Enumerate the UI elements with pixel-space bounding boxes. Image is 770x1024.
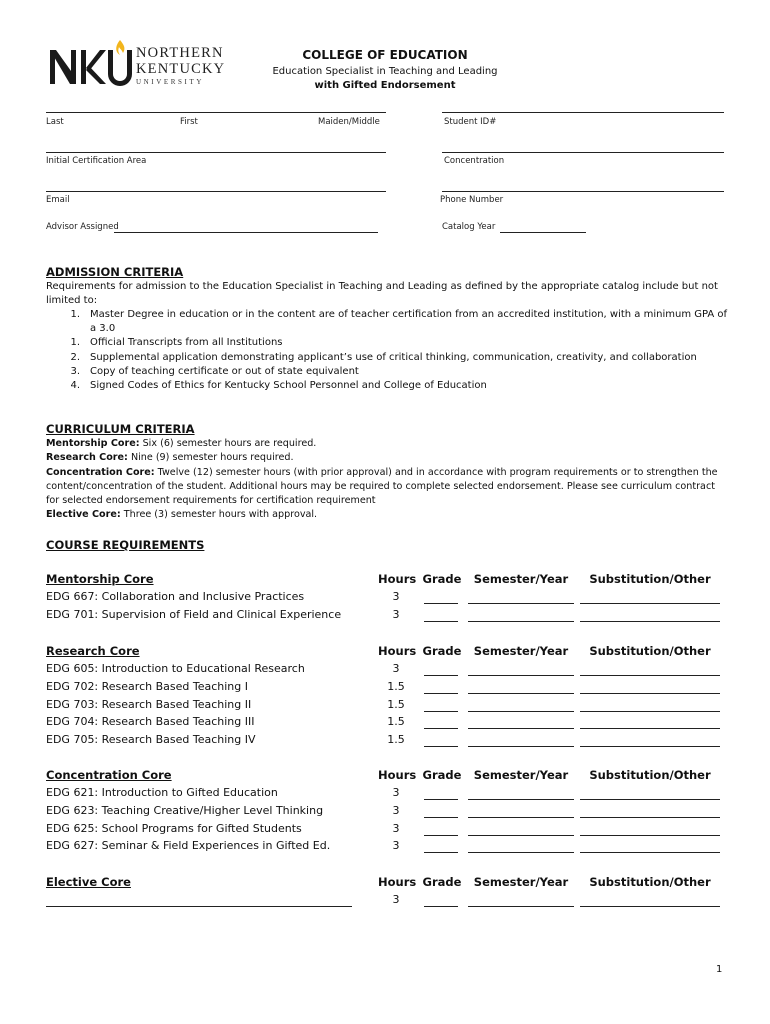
substitution-column-header: Substitution/Other (589, 875, 711, 889)
concentration-criterion-label: Concentration Core: (46, 466, 155, 478)
grade-field[interactable] (424, 852, 458, 853)
course-name: EDG 702: Research Based Teaching I (46, 679, 248, 693)
course-row (46, 662, 736, 680)
logo-wordmark (136, 46, 225, 86)
semester-column-header: Semester/Year (473, 572, 569, 586)
catalog-year-field[interactable] (500, 232, 586, 233)
course-hours: 3 (392, 821, 400, 835)
last-label: Last (46, 117, 64, 127)
page-number: 1 (716, 964, 723, 975)
research-criterion-label: Research Core: (46, 452, 128, 464)
course-row (46, 822, 736, 840)
name-field[interactable] (46, 112, 386, 113)
grade-column-header: Grade (422, 644, 462, 658)
course-requirements-heading: COURSE REQUIREMENTS (46, 538, 205, 552)
hours-column-header: Hours (378, 875, 417, 889)
admission-item (46, 336, 736, 350)
substitution-field[interactable] (580, 621, 720, 622)
admission-item-number: 1. (70, 337, 80, 349)
logo-line-3: UNIVERSITY (136, 78, 204, 86)
grade-column-header: Grade (422, 572, 462, 586)
initial-cert-field[interactable] (46, 152, 386, 153)
grade-field[interactable] (424, 746, 458, 747)
admission-item-number: 3. (70, 365, 80, 377)
grade-column-header: Grade (422, 875, 462, 889)
admission-item-text: Official Transcripts from all Institutions (90, 337, 283, 349)
course-hours: 1.5 (387, 697, 405, 711)
grade-field[interactable] (424, 603, 458, 604)
substitution-field[interactable] (580, 746, 720, 747)
course-hours: 3 (392, 839, 400, 853)
admission-item (46, 379, 736, 393)
mentorship-criterion-label: Mentorship Core: (46, 438, 140, 449)
research-criterion (46, 451, 726, 465)
admission-item-number: 2. (70, 351, 80, 363)
grade-field[interactable] (424, 906, 458, 907)
semester-column-header: Semester/Year (473, 875, 569, 889)
course-hours: 3 (392, 662, 400, 675)
grade-field[interactable] (424, 835, 458, 836)
course-name: EDG 704: Research Based Teaching III (46, 715, 255, 729)
course-hours: 1.5 (387, 715, 405, 729)
course-row (46, 804, 736, 822)
semester-field[interactable] (468, 621, 574, 622)
course-name: EDG 705: Research Based Teaching IV (46, 733, 256, 747)
course-hours: 3 (392, 786, 400, 799)
grade-field[interactable] (424, 621, 458, 622)
semester-field[interactable] (468, 746, 574, 747)
grade-field[interactable] (424, 675, 458, 676)
logo-line-1: NORTHERN (136, 45, 224, 61)
catalog-year-label: Catalog Year (442, 222, 496, 232)
course-hours: 1.5 (387, 733, 405, 747)
course-name: EDG 621: Introduction to Gifted Education (46, 786, 278, 799)
maiden-label: Maiden/Middle (318, 117, 380, 127)
mentorship-criterion-text: Six (6) semester hours are required. (139, 438, 317, 449)
research-criterion-text: Nine (9) semester hours required. (127, 452, 294, 464)
course-row (46, 715, 736, 733)
grade-column-header: Grade (422, 768, 462, 782)
admission-list (46, 308, 736, 393)
substitution-field[interactable] (580, 835, 720, 836)
elective-criterion (46, 508, 726, 522)
course-row (46, 733, 736, 751)
admission-item-text: Master Degree in education or in the content are of teacher certification from an accredited institution, with a minimum GPA of a 3.0 (90, 309, 728, 335)
phone-label: Phone Number (440, 195, 504, 205)
substitution-field[interactable] (580, 852, 720, 853)
college-title: COLLEGE OF EDUCATION (302, 48, 468, 62)
course-name: EDG 605: Introduction to Educational Research (46, 662, 305, 675)
course-row (46, 893, 736, 911)
course-hours: 1.5 (387, 679, 405, 693)
admission-item (46, 365, 736, 379)
course-hours: 3 (392, 590, 400, 603)
admission-item-number: 1. (70, 309, 80, 320)
course-name: EDG 623: Teaching Creative/Higher Level Thinking (46, 803, 324, 817)
admission-item-text: Copy of teaching certificate or out of state equivalent (90, 365, 359, 377)
course-name: EDG 701: Supervision of Field and Clinical Experience (46, 607, 342, 621)
email-field[interactable] (46, 191, 386, 192)
curriculum-heading: CURRICULUM CRITERIA (46, 422, 195, 436)
elective-criterion-text: Three (3) semester hours with approval. (120, 509, 318, 521)
admission-item-text: Signed Codes of Ethics for Kentucky School Personnel and College of Education (90, 380, 487, 392)
course-hours: 3 (392, 893, 400, 906)
concentration-label: Concentration (444, 156, 505, 166)
admission-item-text: Supplemental application demonstrating applicant’s use of critical thinking, communication, creativity, and collaboration (90, 351, 697, 363)
semester-column-header: Semester/Year (473, 644, 569, 658)
program-endorsement: with Gifted Endorsement (314, 80, 456, 91)
semester-field[interactable] (468, 693, 574, 694)
semester-field[interactable] (468, 711, 574, 712)
grade-field[interactable] (424, 693, 458, 694)
concentration-field[interactable] (442, 152, 724, 153)
concentration-core-title: Concentration Core (46, 768, 172, 782)
elective-course-field[interactable] (46, 906, 352, 907)
course-hours: 3 (392, 607, 400, 621)
semester-field[interactable] (468, 852, 574, 853)
semester-field[interactable] (468, 603, 574, 604)
substitution-column-header: Substitution/Other (589, 572, 711, 586)
semester-field[interactable] (468, 799, 574, 800)
course-row (46, 698, 736, 716)
course-row (46, 839, 736, 857)
advisor-field[interactable] (114, 232, 378, 233)
mentorship-core-title: Mentorship Core (46, 572, 154, 586)
admission-item (46, 351, 736, 365)
substitution-field[interactable] (580, 728, 720, 729)
substitution-field[interactable] (580, 906, 720, 907)
semester-field[interactable] (468, 728, 574, 729)
substitution-field[interactable] (580, 799, 720, 800)
hours-column-header: Hours (378, 572, 417, 586)
concentration-criterion (46, 466, 726, 509)
logo-line-2: KENTUCKY (136, 60, 226, 77)
course-row (46, 608, 736, 626)
first-label: First (180, 117, 198, 127)
phone-field[interactable] (442, 191, 724, 192)
program-subtitle: Education Specialist in Teaching and Leading (272, 66, 498, 77)
substitution-field[interactable] (580, 675, 720, 676)
substitution-field[interactable] (580, 693, 720, 694)
admission-intro: Requirements for admission to the Education Specialist in Teaching and Leading as defined by the appropriate catalog include but not limited to: (46, 281, 718, 307)
admission-item (46, 308, 736, 336)
elective-core-title: Elective Core (46, 875, 131, 889)
concentration-criterion-text: Twelve (12) semester hours (with prior approval) and in accordance with program requirements or to strengthen the content/concentration of the student. Additional hours may be required to complete selected endorsement. Please see curriculum contract for selected endorsement requirements for certification requirement (46, 466, 718, 507)
advisor-label: Advisor Assigned (46, 222, 119, 232)
email-label: Email (46, 195, 70, 205)
elective-criterion-label: Elective Core: (46, 509, 121, 521)
course-name: EDG 667: Collaboration and Inclusive Practices (46, 590, 305, 603)
course-name: EDG 703: Research Based Teaching II (46, 697, 252, 711)
admission-item-number: 4. (70, 380, 80, 392)
course-row (46, 786, 736, 804)
semester-field[interactable] (468, 906, 574, 907)
curriculum-text (46, 437, 726, 523)
grade-field[interactable] (424, 728, 458, 729)
grade-field[interactable] (424, 711, 458, 712)
admission-heading: ADMISSION CRITERIA (46, 265, 184, 279)
substitution-field[interactable] (580, 711, 720, 712)
nku-logo-mark-icon (48, 38, 138, 88)
research-core-title: Research Core (46, 644, 140, 658)
substitution-field[interactable] (580, 817, 720, 818)
semester-column-header: Semester/Year (473, 768, 569, 782)
semester-field[interactable] (468, 817, 574, 818)
course-hours: 3 (392, 803, 400, 817)
grade-field[interactable] (424, 799, 458, 800)
student-id-field[interactable] (442, 112, 724, 113)
course-name: EDG 627: Seminar & Field Experiences in Gifted Ed. (46, 839, 331, 853)
mentorship-criterion (46, 437, 726, 451)
semester-field[interactable] (468, 675, 574, 676)
student-id-label: Student ID# (444, 117, 497, 127)
substitution-column-header: Substitution/Other (589, 768, 711, 782)
grade-field[interactable] (424, 817, 458, 818)
substitution-column-header: Substitution/Other (589, 644, 711, 658)
hours-column-header: Hours (378, 768, 417, 782)
course-name: EDG 625: School Programs for Gifted Students (46, 821, 302, 835)
hours-column-header: Hours (378, 644, 417, 658)
course-row (46, 680, 736, 698)
substitution-field[interactable] (580, 603, 720, 604)
semester-field[interactable] (468, 835, 574, 836)
course-row (46, 590, 736, 608)
initial-cert-label: Initial Certification Area (46, 156, 147, 166)
